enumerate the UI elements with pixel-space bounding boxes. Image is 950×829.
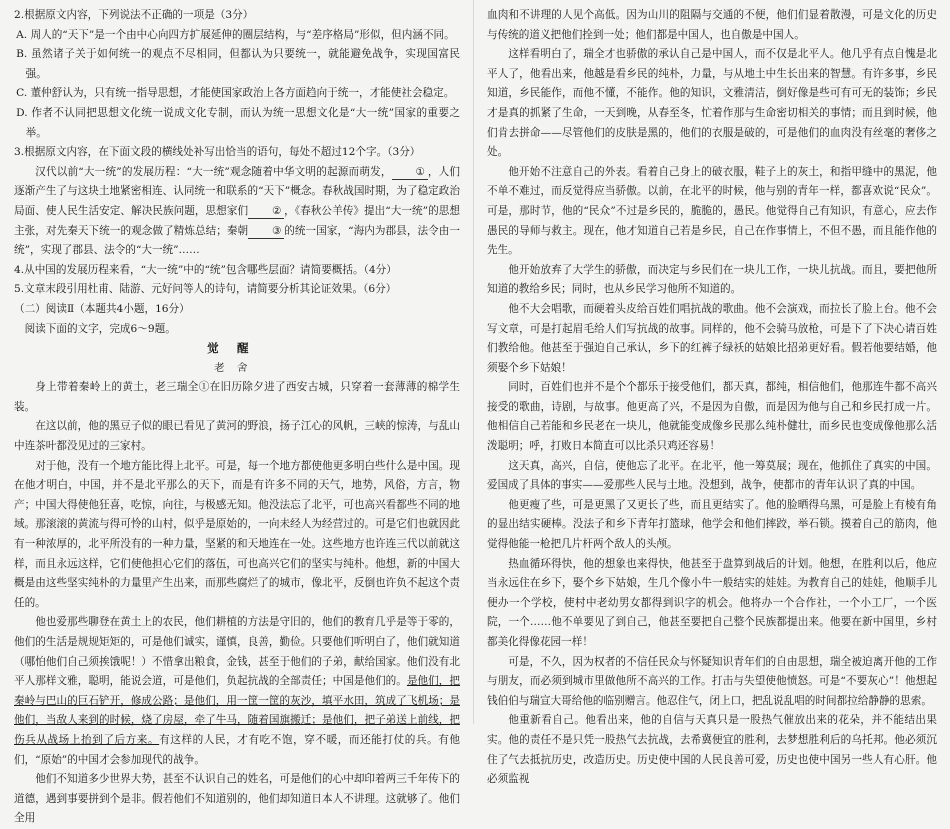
q3-passage-part: 的统一国家，“海内为郡县，法令由一统”，实现了郡县、法令的“大一统”…… <box>14 224 460 257</box>
q4-stem: 4.从中国的发展历程来看，“大一统”中的“统”包含哪些层面？请简要概括。（4分） <box>14 263 397 276</box>
story-paragraph: 可是，不久，因为权者的不信任民众与怀疑知识青年们的自由思想，瑞全被迫离开他的工作与朋友，而必须到城市里做他所不高兴的工作。打击与失望使他愤怒。可是“不要灰心”！他想起钱伯伯与瑞宣大哥给他的临别赠言。他忍住气，闭上口，把乱说乱唱的时间都拉给静静的思索。 <box>487 655 937 707</box>
story-paragraph <box>14 613 460 770</box>
q2-option-a: A. 周人的“天下”是一个由中心向四方扩展延伸的圈层结构，与“差序格局”形似，但内涵不同。 <box>16 28 455 41</box>
section-heading: （二）阅读Ⅱ（本题共4小题，16分） <box>14 302 190 315</box>
story-paragraph-continued: 血肉和不讲理的人见个高低。因为山川的阻隔与交通的不便，他们们显着散漫，可是文化的历史与传统的道义把他们拴到一处；他们都是中国人，也自傲是中国人。 <box>487 9 937 41</box>
reading-instruction: 阅读下面的文字，完成6～9题。 <box>24 322 176 335</box>
story-paragraph: 他们不知道多少世界大势，甚至不认识自己的姓名，可是他们的心中却印着两三千年传下的道德，遇到事要拼到个是非。假若他们不知道别的，他们却知道日本人不讲理。这就够了。他们全用 <box>14 773 460 825</box>
story-paragraph: 他开始不注意自己的外表。看着自己身上的破衣服，鞋子上的灰土，和指甲缝中的黑泥，他不单不难过，而反觉得应当骄傲。以前，在北平的时候，他与别的青年一样，都喜欢说“民众”。可是，那时节，他的“民众”不过是乡民的，脆脆的，愚民。他觉得自己有知识，有意心，应去作愚民的导师与救主。现在，他才知道自己若是乡民，自己在作事情上，不但不愚，而且能作他的先生。 <box>487 165 937 257</box>
q3-stem: 3.根据原文内容，在下面文段的横线处补写出恰当的语句，每处不超过12个字。（3分） <box>14 146 421 159</box>
story-text: 有这样的人民，才有吃不饱，穿不暖，而还能打仗的兵。有他们，“原始”的中国才会参加现代的战争。 <box>14 733 461 766</box>
blank-3: ③ <box>248 224 284 239</box>
q5-stem: 5.文章末段引用杜甫、陆游、元好问等人的诗句，请简要分析其论证效果。（6分） <box>14 283 397 296</box>
q3-passage-part: ，《春秋公羊传》提出“大一统”的思想主张，对先秦天下统一的观念做了精炼总结；秦朝 <box>14 204 460 237</box>
story-paragraph: 同时，百姓们也并不是个个都乐于接受他们，都天真，都纯，相信他们，他那连牛都不高兴接受的歌曲，诗剧，与故事。他更高了兴，不是因为自傲，而是因为他与自己和乡民打成一片。他相信自己若能和乡民老在一块儿，他就能变成像乡民那么纯朴健壮，而乡民也变成像他那么活泼聪明；呼，打败日本简直可以比杀只鸡还容易！ <box>487 381 937 453</box>
story-paragraph: 身上带着秦岭上的黄土，老三瑞全①在旧历除夕进了西安古城，只穿着一套薄薄的棉学生装。 <box>14 381 460 413</box>
underlined-passage: 是他们，把秦岭与巴山的巨石铲开，修成公路；是他们，用一筐一筐的灰沙，填平水田，筑成了飞机场；是他们，当敌人来到的时候，烧了房屋，牵了牛马，随着国旗搬迁；是他们，把子弟送上前线，把伤兵从战场上抬到了后方来。 <box>14 675 461 746</box>
blank-1: ① <box>392 165 428 180</box>
column-divider <box>473 0 474 724</box>
q2-stem: 2.根据原文内容，下列说法不正确的一项是（3分） <box>14 9 254 21</box>
story-paragraph: 这天真，高兴，自信，使他忘了北平。在北平，他一筹莫展；现在，他抓住了真实的中国。爱国成了具体的事实——爱那些人民与土地。没想到，战争，使都市的青年认识了真的中国。 <box>487 459 937 492</box>
q2-option-d: D. 作者不认同把思想文化统一说成文化专制，而认为统一思想文化是“大一统”国家的重要之举。 <box>16 106 460 139</box>
story-author: 老舍 <box>214 361 260 374</box>
q3-passage <box>14 163 460 261</box>
story-paragraph: 他更瘦了些，可是更黑了又更长了些，而且更结实了。他的脸晒得乌黑，可是脸上有棱有角的显出结实硬棒。没法子和乡下青年打篮球，他学会和他们摔跤，举石锁。摸着自己的筋肉，他觉得他能一枪把几片杆两个敌人的头颅。 <box>487 498 937 551</box>
q3-passage-part: 汉代以前“大一统”的发展历程：“大一统”观念随着中华文明的起源而萌发， <box>35 165 392 178</box>
story-paragraph: 他不大会唱歌，而硬着头皮给百姓们唱抗战的歌曲。他不会演戏，而拉长了脸上台。他不会写文章，可是打起眉毛给人们写抗战的故事。同样的，他不会骑马放枪，可是下了下决心请百姓们教给他。他甚至于强迫自己承认，乡下的红裤子绿袄的姑娘比招弟更好看。假若他要结婚，他须娶个乡下姑娘！ <box>487 302 937 374</box>
story-paragraph: 在这以前，他的黑豆子似的眼已看见了黄河的野浪，扬子江心的风帆，三峡的惊涛，与乱山中连茶叶都没见过的三家村。 <box>14 420 460 453</box>
story-paragraph: 热血循环得快，他的想象也来得快，他甚至于盘算到战后的计划。他想，在胜利以后，他应当永远住在乡下，娶个乡下姑娘，生几个像小牛一般结实的娃娃。为教育自己的娃娃，他顺手儿便办一个学校，使村中老幼男女都得到识字的机会。他将办一个合作社，一个小工厂，一个医院，一个……他不单要见了到自己，他甚至要把自己整个民族都提出来。他要在新中国里，乡村都美化得像花园一样！ <box>487 557 937 648</box>
left-column <box>14 6 461 825</box>
blank-2: ② <box>248 204 284 219</box>
story-text: 他也爱那些聊登在黄土上的农民，他们耕植的方法是守旧的，他们的教育几乎是等于零的，他们的生活是规规矩矩的，可是他们诚实，谨慎，良善，勤俭。只要他们听明白了，他们就知道（哪怕他们自己须挨饿呢！）不惜拿出粮食，金钱，甚至于他们的子弟，献给国家。他们没有北平人那样文雅，聪明，能说会道，可是他们，负起抗战的全部责任；中国是他们的。 <box>14 616 460 688</box>
q3-passage-part: ，人们逐渐产生了与这块土地紧密相连、认同统一和联系的“天下”概念。春秋战国时期，为了稳定政治局面、使人民生活安定、解决民族问题，思想家们 <box>14 165 461 217</box>
story-title: 觉醒 <box>207 341 267 356</box>
right-column <box>487 6 937 786</box>
story-paragraph: 这样看明白了，瑞全才也骄傲的承认自己是中国人，而不仅是北平人。他几乎有点自愧是北平人了，他看出来，他越是看乡民的纯朴，力量，与从地土中生长出来的智慧。有许多事，乡民知道，乡民能作，而他不懂，不能作。他的知识，文雅清洁，倒好像是些可有可无的装饰；乡民才是真的抓紧了生命，一天到晚，从春至冬，忙着作那与生命密切相关的事情；而且到时候，他们肯去拼命——尽管他们的皮肤是黑的，他们的衣服是破的，可是他们的血肉没有丝毫的奢侈之处。 <box>487 48 937 159</box>
q2-option-b: B. 虽然诸子关于如何统一的观点不尽相同，但都认为只要统一，就能避免战争，实现国富民强。 <box>16 48 460 80</box>
story-paragraph: 他开始放弃了大学生的骄傲，而决定与乡民们在一块儿工作，一块儿抗战。而且，要把他所知道的教给乡民；同时，也从乡民学习他所不知道的。 <box>487 263 937 296</box>
story-paragraph: 他重新看自己。他看出来，他的自信与天真只是一股热气催放出来的花朵，并不能结出果实。他的责任不是只凭一股热气去抗战，去希冀便宜的胜利，去梦想胜利后的乌托邦。他必须沉住了气去抵抗历史，改造历史。历史使中国的人民良善可爱，历史也使中国另一些人有心肝。他必须监视 <box>487 714 937 786</box>
story-paragraph: 对于他，没有一个地方能比得上北平。可是，每一个地方都使他更多明白些什么是中国。现在他才明白，中国，并不是北平那么的天下，而是有许多不同的天气，地势，风俗，方言，物产；中国大得使他狂喜，吃惊，向往，与极感无知。他没法忘了北平，可也高兴看都些不同的地域。那滚滚的黄流与得可怜的山村，似乎是原始的，一向未经人为经营过的。可是它们也就因此有一种浓厚的，北平所没有的一种力量，坚紧的和天地连在一处。这些地方也许连三代以前就这样，而且永远这样，它们使他担心它们的落伍，可也高兴它们的坚实与纯朴。他想，新的中国大概是由这些坚实纯朴的力量里产生出来，而那些腐烂了的城市，像北平，反倒也许负不起这个责任的。 <box>14 459 460 609</box>
q2-option-c: C. 董仲舒认为，只有统一指导思想，才能使国家政治上各方面趋向于统一，才能使社会稳定。 <box>16 87 455 100</box>
